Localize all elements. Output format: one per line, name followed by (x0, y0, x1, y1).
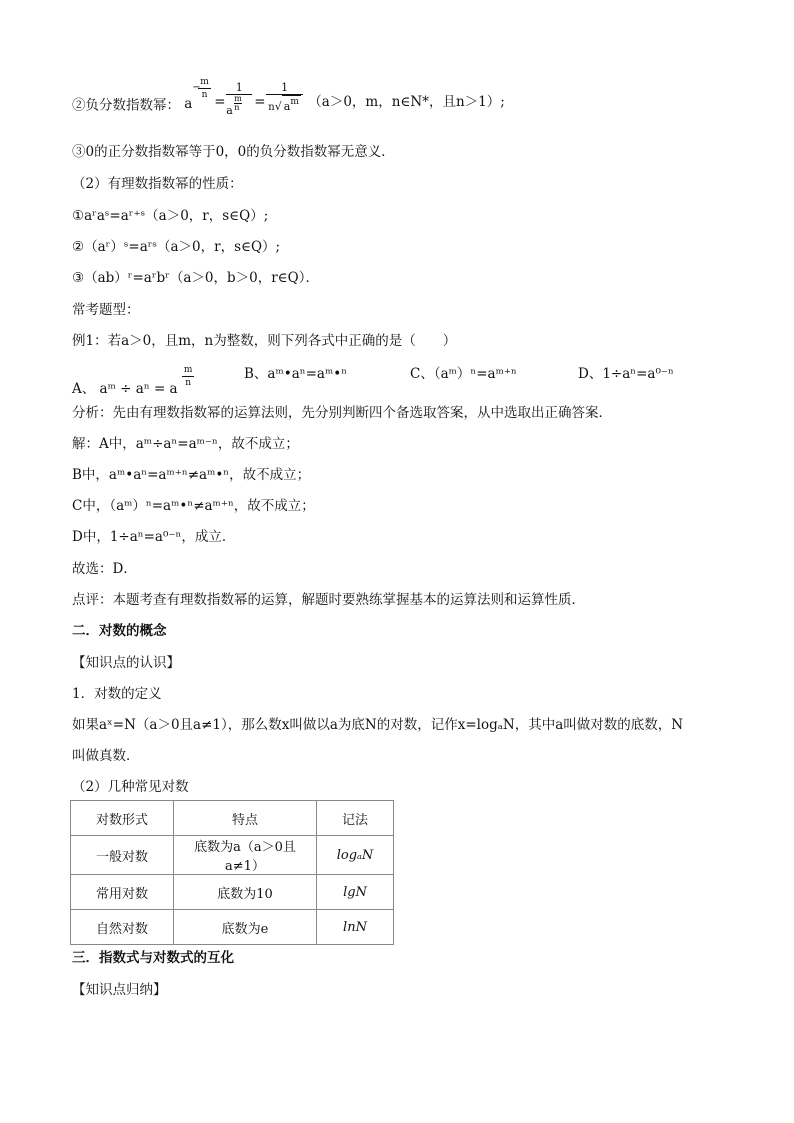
table-cell: 自然对数 (71, 910, 174, 945)
negative-exponent-line (72, 77, 505, 132)
option-a: A、 aᵐ ÷ aⁿ = a $\frac{m}{n}$ (72, 365, 193, 397)
table-cell: logₐN (317, 836, 394, 875)
section-heading-conversion: 三．指数式与对数式的互化 (72, 950, 234, 966)
analysis: 分析：先由有理数指数幂的运算法则，先分别判断四个备选取答案，从中选取出正确答案． (72, 405, 612, 421)
common-questions-label: 常考题型： (72, 302, 140, 318)
table-header-row (71, 801, 394, 836)
property-1: ①aʳaˢ=aʳ⁺ˢ（a＞0，r，s∈Q）; (72, 208, 269, 224)
table-cell: lnN (317, 910, 394, 945)
table-cell: 一般对数 (71, 836, 174, 875)
table-header: 记法 (317, 801, 394, 836)
example-1-options (72, 364, 674, 397)
formula-base-a: a (184, 96, 193, 112)
zero-exponent-note: ③0的正分数指数幂等于0，0的负分数指数幂无意义． (72, 144, 395, 160)
table-row (71, 836, 394, 875)
log-definition-title: 1．对数的定义 (72, 686, 162, 702)
solution-a: 解：A中，aᵐ÷aⁿ=aᵐ⁻ⁿ，故不成立； (72, 436, 299, 452)
table-header: 对数形式 (71, 801, 174, 836)
table-row (71, 910, 394, 945)
table-row (71, 875, 394, 910)
table-cell: 底数为10 (174, 875, 317, 910)
option-d: D、1÷aⁿ=a⁰⁻ⁿ (578, 366, 674, 382)
formula-fraction-root: $\frac{1}{n√ a^m}$ (266, 82, 303, 114)
negative-exponent-formula: a − $\frac{m}{n}$ = 1 a m n = $\frac{1}{n√ a^m}$ （a＞0，m，n∈N*，且n＞1）; (184, 77, 505, 117)
table-cell: lgN (317, 875, 394, 910)
section-heading-logarithm: 二．对数的概念 (72, 623, 167, 639)
property-3: ③（ab）ʳ=aʳbʳ（a＞0，b＞0，r∈Q）． (72, 270, 319, 286)
common-logs-title: （2）几种常见对数 (72, 779, 189, 795)
log-definition-text-cont: 叫做真数． (72, 748, 140, 764)
negative-exponent-label: ②负分数指数幂： (72, 97, 180, 114)
property-2: ②（aʳ）ˢ=aʳˢ（a＞0，r，s∈Q）; (72, 239, 281, 255)
table-header: 特点 (174, 801, 317, 836)
negative-exponent-condition: （a＞0，m，n∈N*，且n＞1）; (308, 94, 505, 110)
solution-b: B中，aᵐ•aⁿ=aᵐ⁺ⁿ≠aᵐ•ⁿ，故不成立； (72, 467, 311, 483)
option-b: B、aᵐ•aⁿ=aᵐ•ⁿ (244, 366, 348, 382)
table-cell: 常用对数 (71, 875, 174, 910)
section-2-title: （2）有理数指数幂的性质： (72, 176, 243, 192)
answer: 故选：D． (72, 561, 137, 577)
solution-c: C中，（aᵐ）ⁿ=aᵐ•ⁿ≠aᵐ⁺ⁿ，故不成立； (72, 498, 315, 514)
comment: 点评：本题考查有理数指数幂的运算，解题时要熟练掌握基本的运算法则和运算性质． (72, 592, 585, 608)
formula-fraction-1: 1 a m n (226, 82, 252, 117)
formula-exponent-fraction: $\frac{m}{n}$ (200, 77, 209, 100)
log-definition-text: 如果aˣ=N（a＞0且a≠1），那么数x叫做以a为底N的对数，记作x=logₐN，其中a叫做对数的底数，N (72, 717, 684, 733)
knowledge-point-label: 【知识点的认识】 (72, 655, 180, 671)
solution-d: D中，1÷aⁿ=a⁰⁻ⁿ，成立． (72, 529, 236, 545)
example-1-question: 例1：若a＞0，且m，n为整数，则下列各式中正确的是（ ） (72, 333, 457, 349)
knowledge-summary-label: 【知识点归纳】 (72, 982, 167, 998)
log-types-table (70, 800, 394, 945)
option-c: C、（aᵐ）ⁿ=aᵐ⁺ⁿ (410, 366, 517, 382)
table-cell: 底数为a（a＞0且a≠1） (174, 836, 317, 875)
table-cell: 底数为e (174, 910, 317, 945)
